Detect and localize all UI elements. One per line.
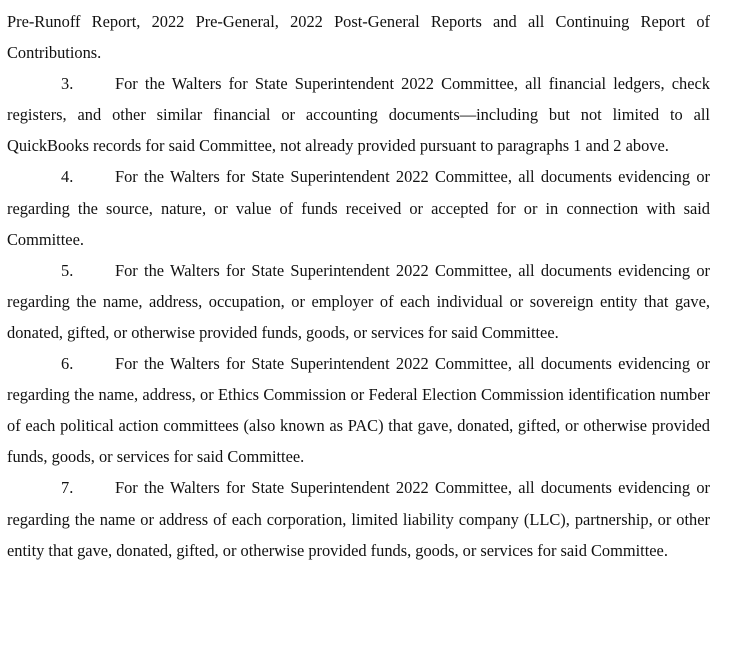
paragraph-7: [7, 472, 710, 565]
paragraph-number: 6.: [61, 354, 74, 374]
paragraph-number: 3.: [61, 74, 74, 94]
paragraph-number: 4.: [61, 167, 74, 187]
continued-paragraph: [7, 6, 710, 68]
paragraph-number: 5.: [61, 260, 74, 280]
paragraph-3: [7, 68, 710, 161]
paragraph-5: [7, 255, 710, 348]
paragraph-4: [7, 161, 710, 254]
paragraph-text: For the Walters for State Superintendent 2022 Committee, all documents evidencing or regarding the source, nature, or value of funds received or accepted for or in connection with said Committee.: [7, 167, 710, 249]
paragraph-text: For the Walters for State Superintendent 2022 Committee, all documents evidencing or regarding the name, address, or Ethics Commission or Federal Election Commission identification number of each political action committees (also known as PAC) that gave, donated, gifted, or otherwise provided funds, goods, or services for said Committee.: [7, 354, 710, 467]
document-body: [7, 6, 710, 566]
paragraph-text: For the Walters for State Superintendent 2022 Committee, all documents evidencing or regarding the name or address of each corporation, limited liability company (LLC), partnership, or other entity that gave, donated, gifted, or otherwise provided funds, goods, or services for said Committee.: [7, 478, 710, 560]
paragraph-6: [7, 348, 710, 472]
paragraph-text: For the Walters for State Superintendent 2022 Committee, all documents evidencing or regarding the name, address, occupation, or employer of each individual or sovereign entity that gave, donated, gifted, or otherwise provided funds, goods, or services for said Committee.: [7, 260, 710, 342]
paragraph-text: Pre-Runoff Report, 2022 Pre-General, 2022 Post-General Reports and all Continuing Report of Contributions.: [7, 12, 710, 63]
paragraph-text: For the Walters for State Superintendent 2022 Committee, all financial ledgers, check registers, and other similar financial or accounting documents—including but not limited to all QuickBooks records for said Committee, not already provided pursuant to paragraphs 1 and 2 above.: [7, 74, 710, 156]
paragraph-number: 7.: [61, 478, 74, 498]
